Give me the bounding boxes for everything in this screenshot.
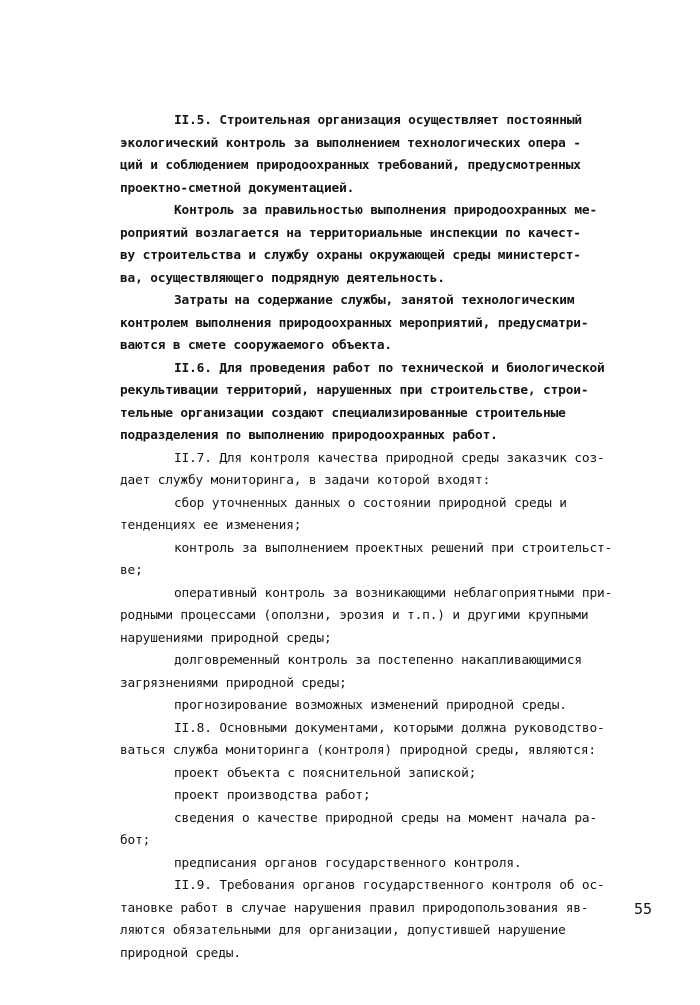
text-line: Контроль за правильностью выполнения природоохранных ме-: [174, 203, 598, 218]
text-line: тенденциях ее изменения;: [120, 518, 302, 533]
text-line: прогнозирование возможных изменений природной среды.: [174, 698, 567, 713]
text-line: нарушениями природной среды;: [120, 630, 332, 646]
text-line: экологический контроль за выполнением технологических опера -: [120, 135, 581, 151]
text-line: ве;: [120, 563, 143, 578]
text-line: предписания органов государственного контроля.: [174, 855, 522, 871]
text-line: II.8. Основными документами, которыми должна руководство-: [174, 720, 605, 736]
text-line: ваются в смете сооружаемого объекта.: [120, 338, 392, 353]
text-line: проект производства работ;: [174, 788, 371, 803]
text-line: II.9. Требования органов государственного контроля об ос-: [174, 878, 605, 893]
text-line: сведения о качестве природной среды на момент начала ра-: [174, 810, 598, 826]
text-line: оперативный контроль за возникающими неблагоприятными при-: [174, 585, 613, 601]
text-line: подразделения по выполнению природоохранных работ.: [120, 428, 498, 443]
text-line: проект объекта с пояснительной запиской;: [174, 765, 477, 781]
text-line: сбор уточненных данных о состоянии природной среды и: [174, 495, 567, 511]
text-line: тельные организации создают специализированные строительные: [120, 405, 566, 421]
text-line: ваться служба мониторинга (контроля) природной среды, являются:: [120, 743, 596, 758]
text-line: тановке работ в случае нарушения правил природопользования яв-: [120, 900, 589, 916]
text-line: бот;: [120, 833, 151, 848]
text-line: роприятий возлагается на территориальные инспекции по качест-: [120, 225, 581, 241]
text-line: ва, осуществляющего подрядную деятельность.: [120, 270, 445, 286]
text-line: проектно-сметной документацией.: [120, 180, 355, 196]
text-line: природной среды.: [120, 945, 241, 961]
text-line: рекультивации территорий, нарушенных при строительстве, строи-: [120, 383, 589, 398]
text-line: загрязнениями природной среды;: [120, 675, 347, 691]
text-line: ляются обязательными для организации, допустившей нарушение: [120, 923, 566, 938]
document-body: [120, 110, 660, 965]
text-line: II.7. Для контроля качества природной среды заказчик соз-: [174, 450, 605, 466]
text-line: родными процессами (оползни, эрозия и т.п.) и другими крупными: [120, 608, 589, 623]
text-line: долговременный контроль за постепенно накапливающимися: [174, 653, 582, 668]
page-number: 55: [634, 900, 653, 918]
text-line: контролем выполнения природоохранных мероприятий, предусматри-: [120, 315, 589, 331]
text-line: ций и соблюдением природоохранных требований, предусмотренных: [120, 158, 581, 173]
text-line: дает службу мониторинга, в задачи которой входят:: [120, 473, 491, 488]
text-line: II.5. Строительная организация осуществляет постоянный: [174, 113, 582, 128]
text-line: контроль за выполнением проектных решений при строительст-: [174, 540, 613, 556]
text-line: ву строительства и службу охраны окружающей среды министерст-: [120, 248, 581, 263]
text-line: Затраты на содержание службы, занятой технологическим: [174, 293, 575, 308]
text-line: II.6. Для проведения работ по технической и биологической: [174, 360, 605, 376]
